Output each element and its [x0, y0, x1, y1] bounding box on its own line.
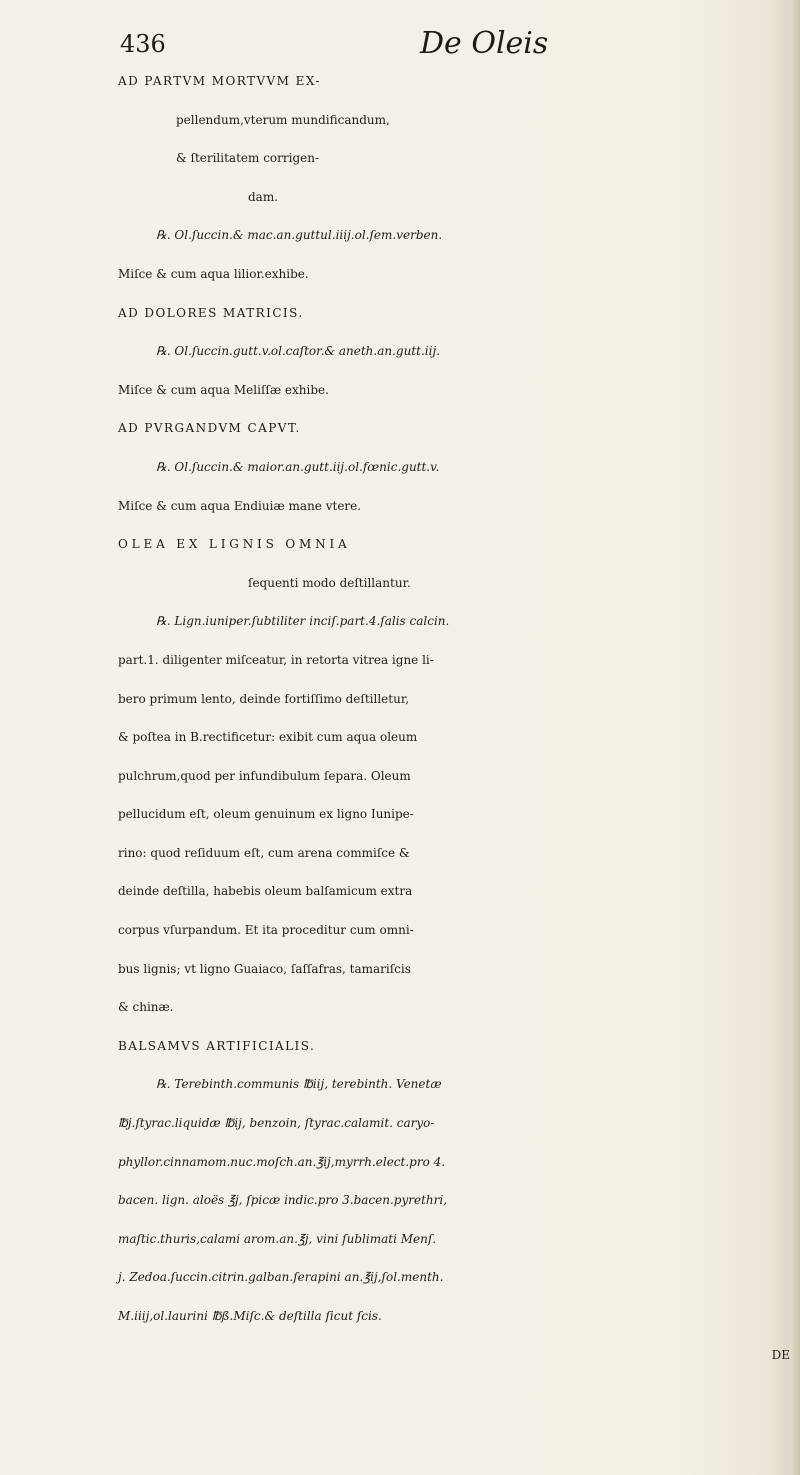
- text-line: part.1. diligenter miſceatur, in retorta vitrea igne li-: [118, 652, 434, 667]
- section-heading: BALSAMVS ARTIFICIALIS.: [118, 1038, 316, 1053]
- text-line: pulchrum,quod per infundibulum ſepara. Oleum: [118, 768, 411, 783]
- page-body: [118, 62, 798, 1374]
- text-line: & ſterilitatem corrigen-: [176, 151, 320, 166]
- section-heading: AD PARTVM MORTVVM EX-: [118, 74, 321, 88]
- text-line: rino: quod reſiduum eſt, cum arena commiſce &: [118, 845, 410, 860]
- recipe-line: ℞. Ol.ſuccin.gutt.v.ol.caſtor.& aneth.an.gutt.iij.: [156, 344, 441, 359]
- text-line: pellucidum eſt, oleum genuinum ex ligno Iunipe-: [118, 807, 414, 822]
- recipe-line: ℞. Terebinth.communis ℔iij, terebinth. Venetæ: [156, 1077, 442, 1092]
- recipe-line: ℔j.ſtyrac.liquidæ ℔ij, benzoin, ſtyrac.calamit. caryo-: [118, 1116, 435, 1131]
- recipe-line: ℞. Lign.iuniper.ſubtiliter inciſ.part.4.ſalis calcin.: [156, 614, 450, 629]
- recipe-line: maſtic.thuris,calami arom.an.℥j, vini ſublimati Menſ.: [118, 1231, 437, 1246]
- text-line: pellendum,vterum mundificandum,: [176, 112, 390, 127]
- text-line: ſequenti modo deſtillantur.: [248, 575, 411, 590]
- running-title: De Oleis: [420, 26, 549, 61]
- text-line: bus lignis; vt ligno Guaiaco, ſaſſafras, tamariſcis: [118, 961, 411, 976]
- section-heading: AD DOLORES MATRICIS.: [118, 305, 304, 320]
- page-header: [120, 14, 760, 61]
- text-line: Miſce & cum aqua Meliſſæ exhibe.: [118, 382, 329, 397]
- recipe-line: bacen. lign. aloës ℥j, ſpicæ indic.pro 3.bacen.pyrethri,: [118, 1193, 448, 1208]
- text-line: dam.: [248, 189, 279, 204]
- text-line: Miſce & cum aqua lilior.exhibe.: [118, 266, 309, 281]
- text-line: deinde deſtilla, habebis oleum balſamicum extra: [118, 884, 413, 899]
- section-heading: OLEA EX LIGNIS OMNIA: [118, 537, 351, 552]
- text-line: corpus vſurpandum. Et ita proceditur cum omni-: [118, 923, 414, 938]
- recipe-line: ℞. Ol.ſuccin.& maior.an.gutt.iij.ol.fœnic.gutt.v.: [156, 459, 440, 474]
- recipe-line: phyllor.cinnamom.nuc.moſch.an.℥ij,myrrh.elect.pro 4.: [118, 1154, 446, 1169]
- text-line: Miſce & cum aqua Endiuiæ mane vtere.: [118, 498, 362, 513]
- text-line: bero primum lento, deinde fortiſſimo deſtilletur,: [118, 691, 410, 706]
- catchword: DE: [771, 1347, 790, 1362]
- section-heading: AD PVRGANDVM CAPVT.: [118, 421, 301, 436]
- page-number: 436: [120, 30, 166, 58]
- text-line: & chinæ.: [118, 1000, 174, 1015]
- text-line: & poſtea in B.rectificetur: exibit cum aqua oleum: [118, 730, 418, 745]
- recipe-line: j. Zedoa.ſuccin.citrin.galban.ſerapini an.℥ij,ſol.menth.: [118, 1270, 444, 1285]
- recipe-line: ℞. Ol.ſuccin.& mac.an.guttul.iiij.ol.ſem.verben.: [156, 228, 443, 243]
- recipe-line: M.iiij,ol.laurini ℔ß.Miſc.& deſtilla ſicut ſcis.: [118, 1309, 382, 1323]
